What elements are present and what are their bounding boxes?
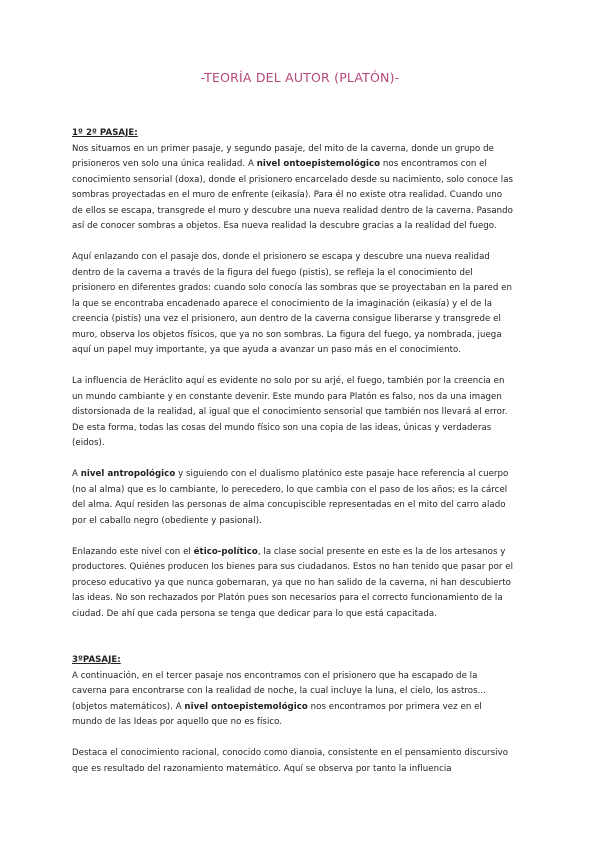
text-run: Enlazando este nivel con el [72,546,194,557]
bold-term: nivel ontoepistemológico [256,159,381,169]
section-1 [72,126,514,622]
bold-term: nivel antropológico [80,469,176,479]
text-run: y siguiendo con el dualismo platónico este pasaje hace referencia al cuerpo (no al alma) que es lo cambiante, lo perecedero, lo que cambia con el paso de los años; es la cárcel del alma. Aquí residen las personas de alma concupiscible representadas en el mito del carro alado por el caballo negro (obediente y pasional). [72,469,509,526]
section-2 [72,653,514,777]
text-run: nos encontramos con el conocimiento sensorial (doxa), donde el prisionero encarcelado desde su nacimiento, solo conoce las sombras proyectadas en el muro de enfrente (eikasía). Para él no existe otra realidad. Cuando uno de ellos se escapa, transgrede el muro y descubre una nueva realidad dentro de la caverna. Pasando así de conocer sombras a objetos. Esa nueva realidad la descubre gracias a la realidad del fuego. [72,159,514,231]
paragraph [72,669,514,731]
bold-term: ético-político [193,546,258,557]
section-heading: 1º 2º PASAJE: [72,128,138,138]
text-run: , la clase social presente en este es la de los artesanos y productores. Quiénes producen los bienes para sus ciudadanos. Estos no han tenido que pasar por el proceso educativo ya que nunca gobernaran, ya que no han salido de la caverna, ni han descubierto las ideas. No son rechazados por Platón pues son necesarios para el correcto funcionamiento de la ciudad. De ahí que cada persona se tenga que dedicar para lo que está capacitada. [72,546,514,619]
paragraph [72,250,514,359]
section-spacer [72,638,514,654]
text-run: Destaca el conocimiento racional, conocido como dianoia, consistente en el pensamiento discursivo que es resultado del razonamiento matemático. Aquí se observa por tanto la influencia [72,748,509,774]
text-run: nos encontramos por primera vez en el mundo de las Ideas por aquello que no es físico. [72,701,482,727]
text-run: Nos situamos en un primer pasaje, y segundo pasaje, del mito de la caverna, donde un grupo de prisioneros ven solo una única realidad. A [72,143,494,169]
bold-term: nivel ontoepistemológico [184,701,308,712]
paragraph [72,545,514,623]
paragraph [72,746,514,777]
paragraph [72,374,514,452]
document-title: -TEORÍA DEL AUTOR (PLATÓN)- [200,70,400,85]
paragraph [72,467,514,529]
document-body [72,126,514,777]
text-run: Aquí enlazando con el pasaje dos, donde el prisionero se escapa y descubre una nueva realidad dentro de la caverna a través de la figura del fuego (pistis), se refleja la el conocimiento del prisionero en diferentes grados: cuando solo conocía las sombras que se proyectaban en la pared en la que se encontraba encadenado aparece el conocimiento de la imaginación (eikasía) y el de la creencia (pistis) una vez el prisionero, aun dentro de la caverna consigue liberarse y transgrede el muro, observa los objetos físicos, que ya no son sombras. La figura del fuego, ya nombrada, juega aquí un papel muy importante, ya que ayuda a avanzar un paso más en el conocimiento. [72,252,513,355]
section-heading: 3ºPASAJE: [72,655,121,665]
text-run: La influencia de Heráclito aquí es evidente no solo por su arjé, el fuego, también por la creencia en un mundo cambiante y en constante devenir. Este mundo para Platón es falso, nos da una imagen distorsionada de la realidad, al igual que el conocimiento sensorial que también nos llevará al error. De esta forma, todas las cosas del mundo físico son una copia de las ideas, únicas y verdaderas (eidos). [72,376,508,448]
text-run: A [72,469,81,479]
paragraph [72,142,514,235]
text-run: A continuación, en el tercer pasaje nos encontramos con el prisionero que ha escapado de la caverna para encontrarse con la realidad de noche, la cual incluye la luna, el cielo, los astros...(objetos matemáticos). A [72,670,486,712]
